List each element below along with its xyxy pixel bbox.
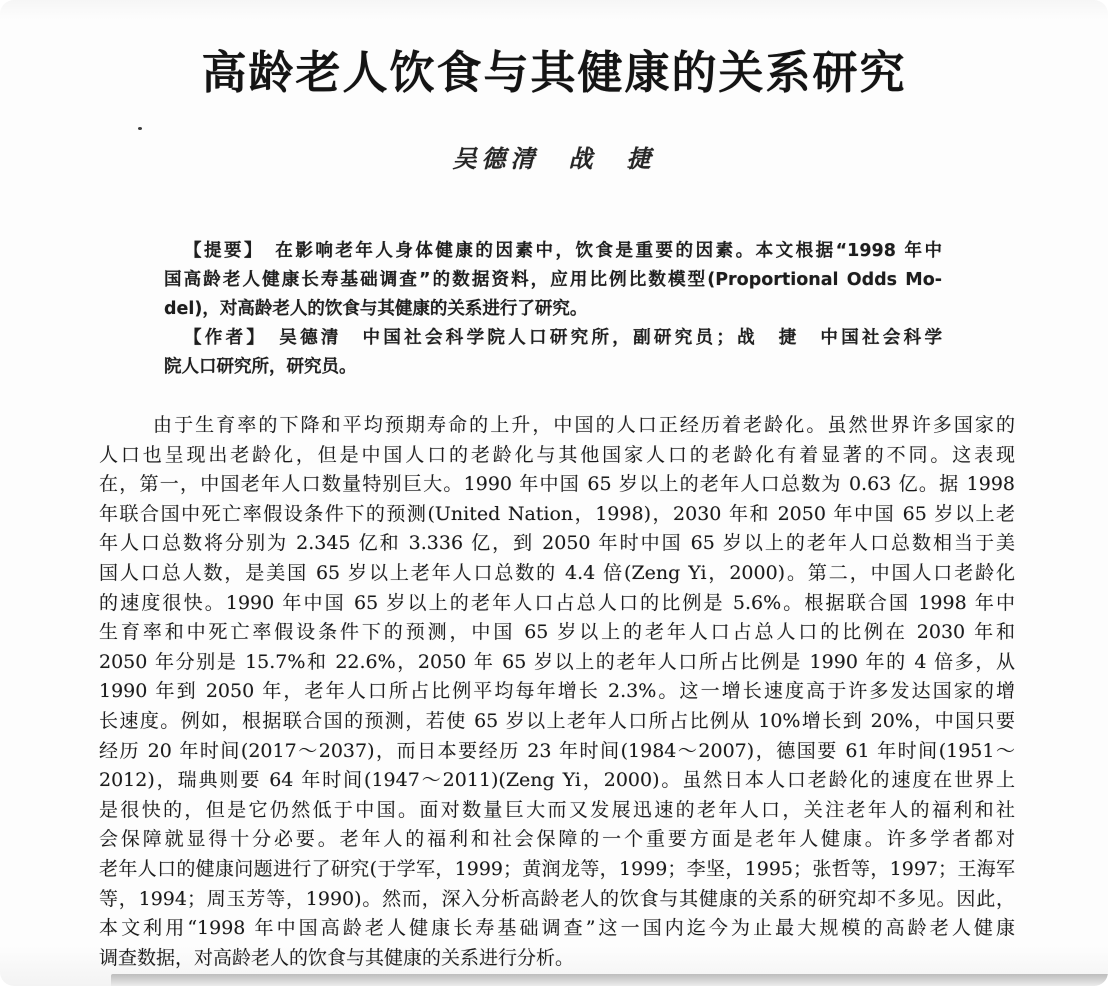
body-line: 年联合国中死亡率假设条件下的预测(United Nation，1998)，2030 年和 2050 年中国 65 岁以上老 xyxy=(99,502,1015,525)
abstract-block xyxy=(164,237,942,382)
body-line: 是很快的，但是它仍然低于中国。面对数量巨大而又发展迅速的老年人口，关注老年人的福利和社 xyxy=(99,798,1015,821)
body-line: 2012)，瑞典则要 64 年时间(1947～2011)(Zeng Yi，2000)。虽然日本人口老龄化的速度在世界上 xyxy=(99,769,1015,792)
abstract-line: 【提要】 在影响老年人身体健康的因素中，饮食是重要的因素。本文根据“1998 年中 xyxy=(184,241,942,261)
abstract-line: 国高龄老人健康长寿基础调查”的数据资料，应用比例比数模型(Proportional Odds Mo- xyxy=(164,270,942,290)
body-line: 国人口总人数，是美国 65 岁以上老年人口总数的 4.4 倍(Zeng Yi，2000)。第二，中国人口老龄化 xyxy=(99,561,1015,584)
body-line: 在，第一，中国老年人口数量特别巨大。1990 年中国 65 岁以上的老年人口总数为 0.63 亿。据 1998 xyxy=(99,473,1015,496)
body-line: 年人口总数将分别为 2.345 亿和 3.336 亿，到 2050 年时中国 65 岁以上的老年人口总数相当于美 xyxy=(99,532,1015,555)
authors-note-line: 院人口研究所，研究员。 xyxy=(164,357,357,377)
body-line: 由于生育率的下降和平均预期寿命的上升，中国的人口正经历着老龄化。虽然世界许多国家的 xyxy=(153,414,1015,436)
body-line: 生育率和中死亡率假设条件下的预测，中国 65 岁以上的老年人口占总人口的比例在 2030 年和 xyxy=(99,621,1015,644)
body-line: 经历 20 年时间(2017～2037)，而日本要经历 23 年时间(1984～2007)，德国要 61 年时间(1951～ xyxy=(99,739,1015,762)
body-paragraph xyxy=(99,411,1015,973)
authors-note-line: 【作者】 吴德清 中国社会科学院人口研究所，副研究员；战 捷 中国社会科学 xyxy=(184,328,942,348)
body-line: 的速度很快。1990 年中国 65 岁以上的老年人口占总人口的比例是 5.6%。根据联合国 1998 年中 xyxy=(99,591,1015,614)
body-line: 1990 年到 2050 年，老年人口所占比例平均每年增长 2.3%。这一增长速度高于许多发达国家的增 xyxy=(99,680,1015,703)
authors-signature: 吴德清 战 捷 xyxy=(452,144,656,173)
body-line: 老年人口的健康问题进行了研究(于学军，1999；黄润龙等，1999；李坚，1995；张哲等，1997；王海军 xyxy=(99,857,1015,880)
body-line: 调查数据，对高龄老人的饮食与其健康的关系进行分析。 xyxy=(99,946,575,969)
body-line: 2050 年分别是 15.7%和 22.6%，2050 年 65 岁以上的老年人口所占比例是 1990 年的 4 倍多，从 xyxy=(99,650,1015,673)
scan-bottom-edge xyxy=(111,974,1108,986)
abstract-line: del)，对高龄老人的饮食与其健康的关系进行了研究。 xyxy=(164,299,588,319)
body-line: 长速度。例如，根据联合国的预测，若使 65 岁以上老年人口所占比例从 10%增长到 20%，中国只要 xyxy=(99,709,1015,732)
scan-speck xyxy=(138,127,142,130)
body-line: 人口也呈现出老龄化，但是中国人口的老龄化与其他国家人口的老龄化有着显著的不同。这表现 xyxy=(99,443,1015,466)
body-line: 等，1994；周玉芳等，1990)。然而，深入分析高龄老人的饮食与其健康的关系的研究却不多见。因此， xyxy=(99,887,1015,910)
paper-title: 高龄老人饮食与其健康的关系研究 xyxy=(201,46,907,99)
body-line: 本文利用“1998 年中国高龄老人健康长寿基础调查”这一国内迄今为止最大规模的高龄老人健康 xyxy=(99,917,1015,940)
body-line: 会保障就显得十分必要。老年人的福利和社会保障的一个重要方面是老年人健康。许多学者都对 xyxy=(99,828,1015,851)
